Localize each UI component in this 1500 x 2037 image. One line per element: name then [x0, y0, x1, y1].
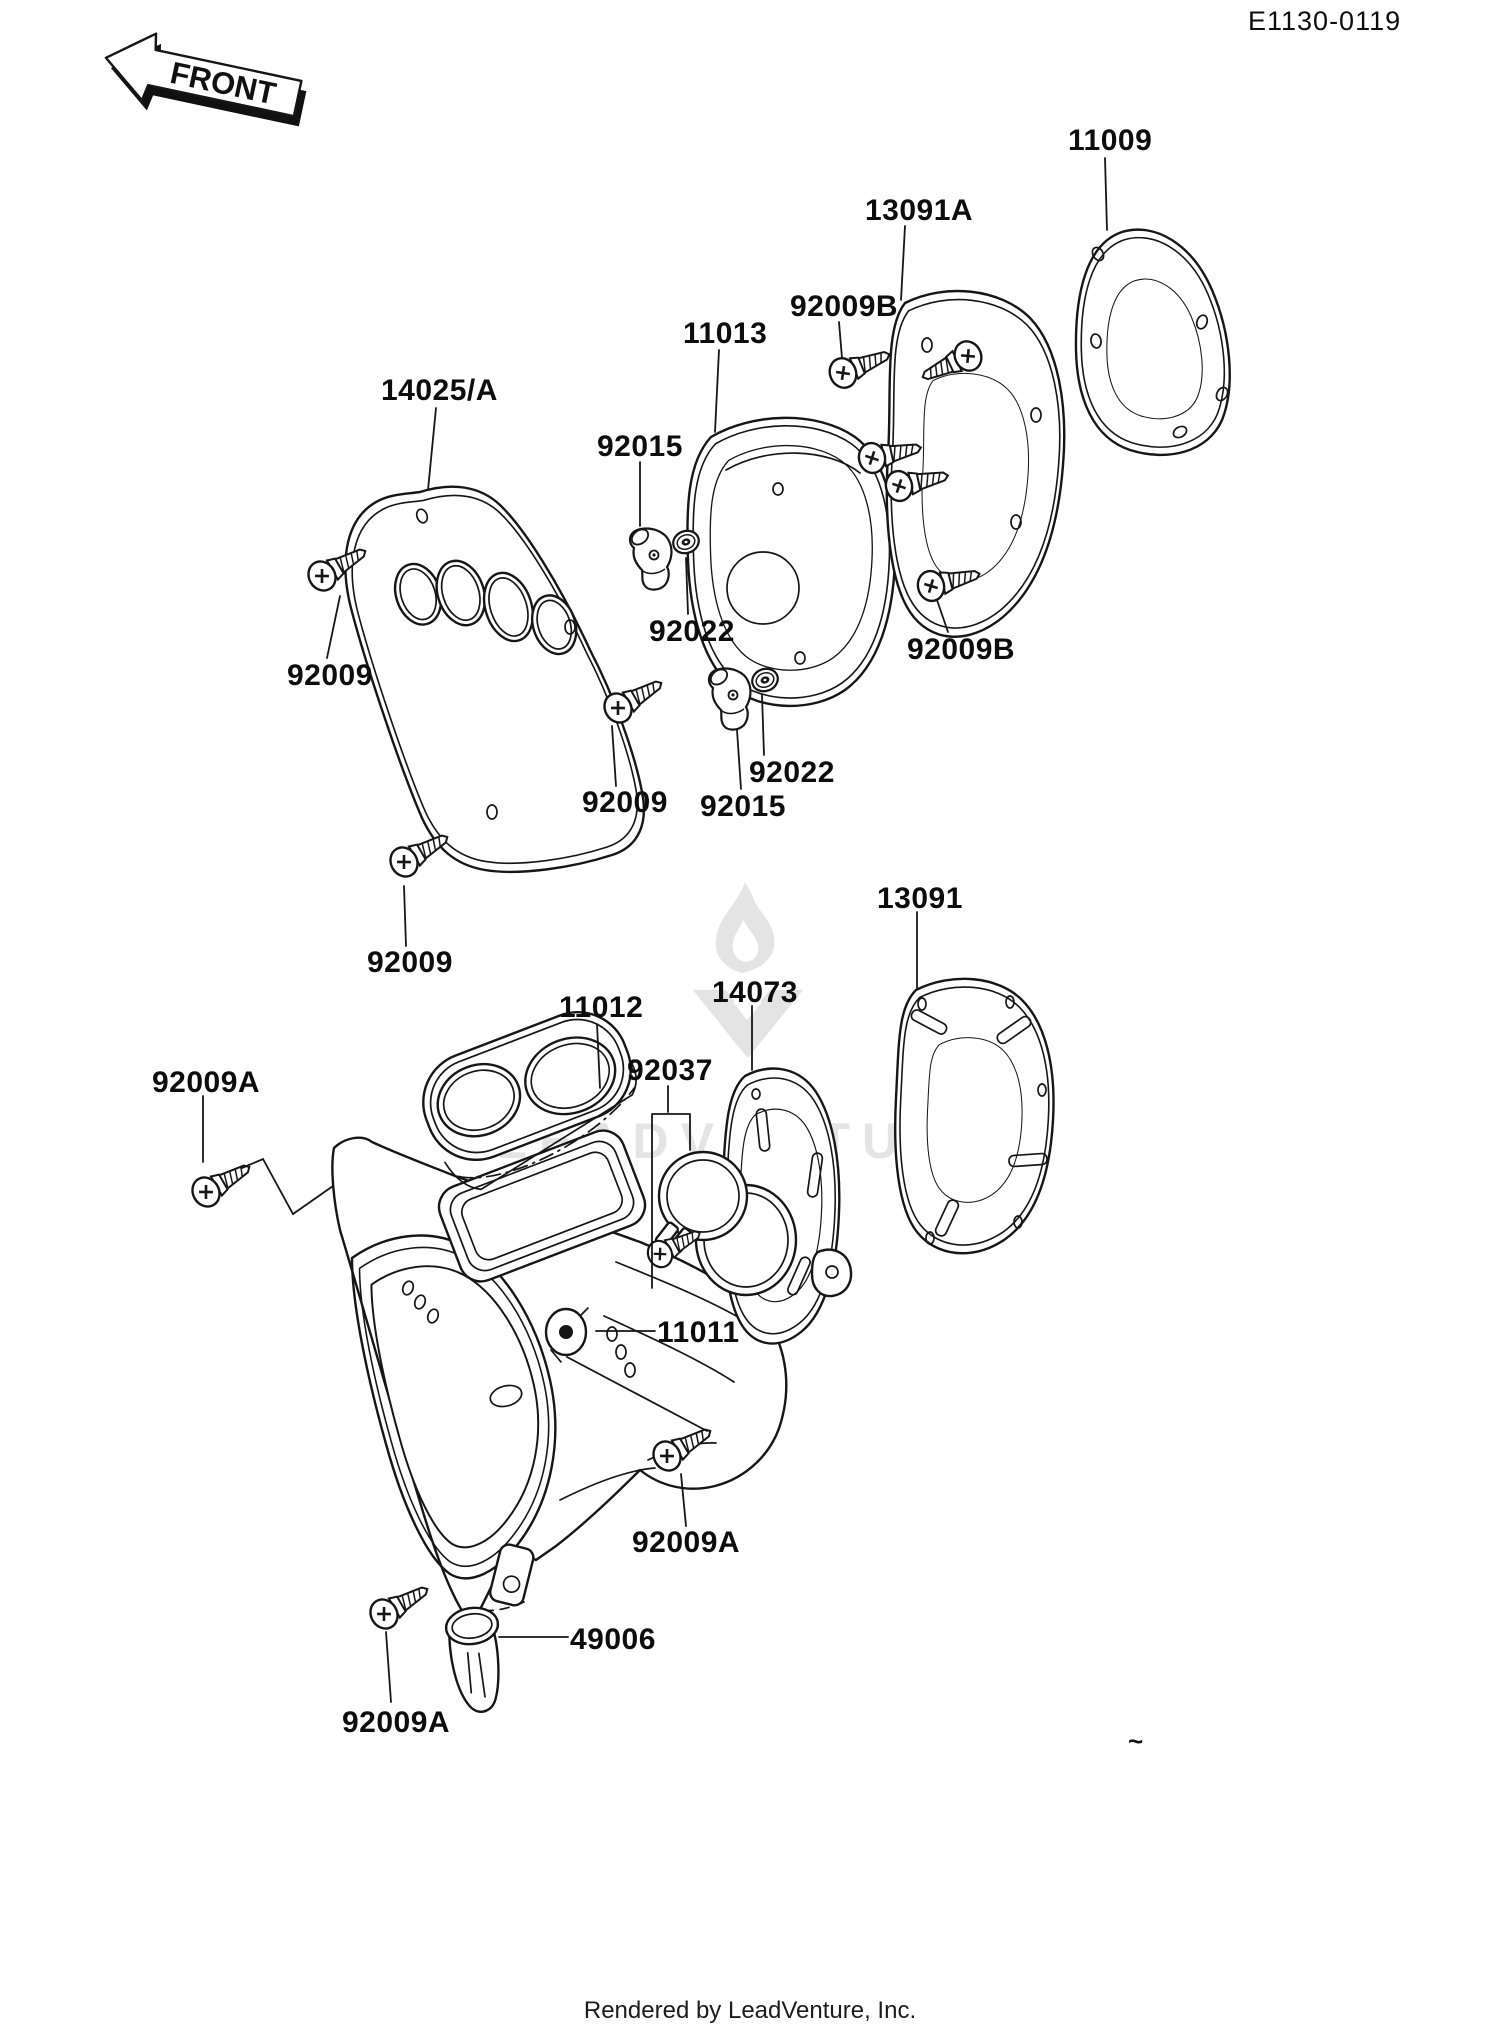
elbow-92015-top-icon [629, 526, 672, 589]
part-label-92009B-1[interactable]: 92009B [790, 290, 899, 323]
screw-92009-mid-icon [599, 670, 669, 727]
part-label-92009A-3[interactable]: 92009A [342, 1706, 451, 1739]
part-drawing-11009-gasket [1076, 230, 1230, 455]
part-label-92009-2[interactable]: 92009 [582, 786, 668, 819]
diagram-code: E1130-0119 [1248, 6, 1402, 36]
part-label-14025A[interactable]: 14025/A [381, 374, 498, 407]
part-label-11013[interactable]: 11013 [683, 317, 768, 350]
part-label-92022-1[interactable]: 92022 [649, 615, 735, 648]
part-label-49006[interactable]: 49006 [570, 1623, 656, 1656]
part-label-13091[interactable]: 13091 [877, 882, 963, 915]
screw-92009a-bottom-icon [365, 1576, 435, 1633]
part-label-11009[interactable]: 11009 [1068, 124, 1153, 157]
front-direction-arrow [97, 25, 312, 143]
part-label-92009-1[interactable]: 92009 [287, 659, 373, 692]
part-label-92009B-2[interactable]: 92009B [907, 633, 1016, 666]
footer-credit: Rendered by LeadVenture, Inc. [583, 1997, 917, 2024]
part-drawing-13091-holder [895, 979, 1053, 1253]
part-label-92009A-1[interactable]: 92009A [152, 1066, 261, 1099]
part-label-92015-1[interactable]: 92015 [597, 430, 683, 463]
elbow-92015-bottom-icon [708, 666, 751, 729]
front-arrow-label: FRONT [167, 55, 280, 112]
part-label-92037[interactable]: 92037 [627, 1054, 713, 1087]
part-label-92015-2[interactable]: 92015 [700, 790, 786, 823]
part-label-14073[interactable]: 14073 [712, 976, 798, 1009]
part-drawing-49006-tube [444, 1605, 510, 1716]
part-label-92022-2[interactable]: 92022 [749, 756, 835, 789]
screw-92009a-left-icon [187, 1154, 257, 1211]
part-label-92009A-2[interactable]: 92009A [632, 1526, 741, 1559]
stray-mark: ~ [1128, 1726, 1144, 1756]
part-label-13091A[interactable]: 13091A [865, 194, 974, 227]
part-label-11011[interactable]: 11011 [657, 1316, 740, 1349]
part-drawing-13091a-holder [887, 291, 1064, 637]
screw-92009b-top-icon [825, 340, 895, 391]
part-label-11012[interactable]: 11012 [559, 991, 644, 1024]
part-label-92009-3[interactable]: 92009 [367, 946, 453, 979]
